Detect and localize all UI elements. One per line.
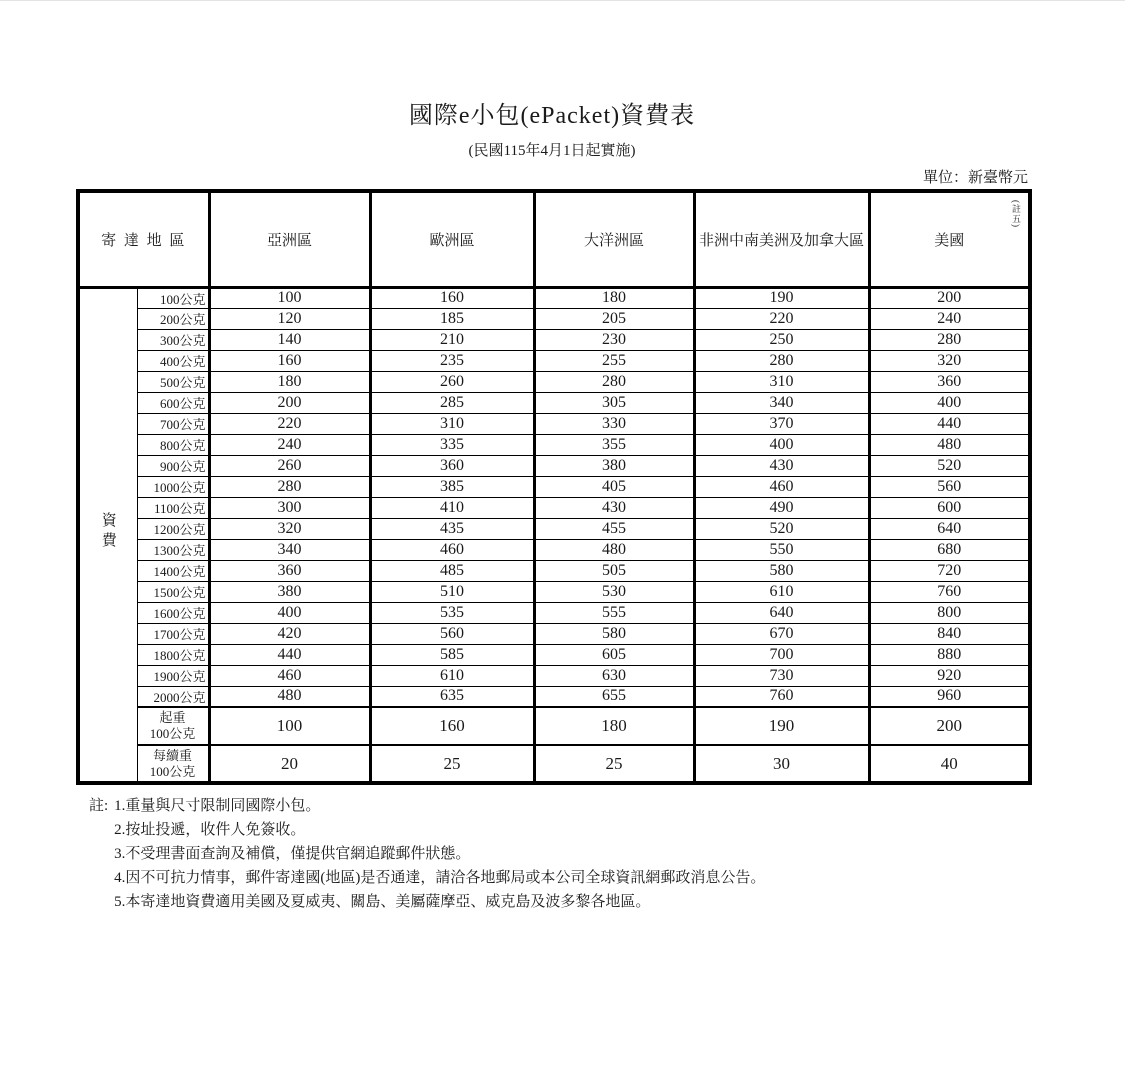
rate-cell: 200 [869, 707, 1030, 745]
rate-cell: 280 [534, 371, 694, 392]
rate-cell: 380 [534, 455, 694, 476]
rate-cell: 610 [694, 581, 869, 602]
weight-label: 1000公克 [137, 476, 209, 497]
weight-label: 1200公克 [137, 518, 209, 539]
column-header-us-label: 美國 [934, 232, 965, 249]
rate-cell: 160 [209, 350, 370, 371]
rate-cell: 580 [694, 560, 869, 581]
weight-label: 1600公克 [137, 602, 209, 623]
note-item: 5.本寄達地資費適用美國及夏威夷、關島、美屬薩摩亞、威克島及波多黎各地區。 [114, 894, 651, 910]
rate-cell: 640 [869, 518, 1030, 539]
rate-cell: 505 [534, 560, 694, 581]
rate-cell: 410 [370, 497, 534, 518]
rate-cell: 430 [534, 497, 694, 518]
table-row [78, 455, 1030, 476]
table-row [78, 518, 1030, 539]
rate-cell: 180 [209, 371, 370, 392]
table-row [78, 476, 1030, 497]
rate-cell: 600 [869, 497, 1030, 518]
rate-cell: 370 [694, 413, 869, 434]
notes-items [114, 794, 765, 914]
weight-label: 每續重 100公克 [137, 745, 209, 783]
column-header-africa-latam-canada: 非洲中南美洲及加拿大區 [694, 191, 869, 287]
note-item: 3.不受理書面查詢及補償，僅提供官網追蹤郵件狀態。 [114, 846, 471, 862]
document-page [76, 1, 1028, 914]
table-row [78, 665, 1030, 686]
rate-cell: 30 [694, 745, 869, 783]
rate-cell: 310 [694, 371, 869, 392]
rate-cell: 530 [534, 581, 694, 602]
rate-cell: 200 [869, 287, 1030, 308]
table-row [78, 644, 1030, 665]
rate-cell: 255 [534, 350, 694, 371]
table-row [78, 434, 1030, 455]
notes-prefix: 註: [89, 798, 109, 814]
rate-cell: 300 [209, 497, 370, 518]
rate-cell: 250 [694, 329, 869, 350]
rate-cell: 510 [370, 581, 534, 602]
rate-cell: 520 [694, 518, 869, 539]
table-row [78, 350, 1030, 371]
rate-cell: 185 [370, 308, 534, 329]
rate-cell: 490 [694, 497, 869, 518]
rate-cell: 205 [534, 308, 694, 329]
header-row [78, 191, 1030, 287]
note-item: 1.重量與尺寸限制同國際小包。 [114, 798, 321, 814]
table-row [78, 707, 1030, 745]
table-row [78, 686, 1030, 707]
unit-label: 單位：新臺幣元 [922, 170, 1028, 186]
column-header-asia: 亞洲區 [209, 191, 370, 287]
rate-cell: 560 [370, 623, 534, 644]
table-row [78, 287, 1030, 308]
rate-cell: 180 [534, 707, 694, 745]
rate-cell: 335 [370, 434, 534, 455]
rate-cell: 40 [869, 745, 1030, 783]
weight-label: 1700公克 [137, 623, 209, 644]
rate-cell: 420 [209, 623, 370, 644]
weight-label: 1300公克 [137, 539, 209, 560]
rate-cell: 960 [869, 686, 1030, 707]
column-header-us [869, 191, 1030, 287]
rate-cell: 700 [694, 644, 869, 665]
table-row [78, 581, 1030, 602]
column-header-oceania: 大洋洲區 [534, 191, 694, 287]
rate-cell: 535 [370, 602, 534, 623]
weight-label: 1400公克 [137, 560, 209, 581]
weight-label: 700公克 [137, 413, 209, 434]
table-row [78, 371, 1030, 392]
rate-cell: 455 [534, 518, 694, 539]
rate-cell: 520 [869, 455, 1030, 476]
rate-cell: 360 [869, 371, 1030, 392]
rate-cell: 480 [869, 434, 1030, 455]
rate-cell: 235 [370, 350, 534, 371]
table-row [78, 329, 1030, 350]
rate-cell: 190 [694, 707, 869, 745]
rate-cell: 680 [869, 539, 1030, 560]
weight-label: 1100公克 [137, 497, 209, 518]
rate-cell: 220 [209, 413, 370, 434]
table-row [78, 308, 1030, 329]
row-group-label-text: 資費 [99, 512, 116, 553]
weight-label: 1500公克 [137, 581, 209, 602]
rate-cell: 430 [694, 455, 869, 476]
table-row [78, 497, 1030, 518]
rate-cell: 460 [694, 476, 869, 497]
row-group-label-rates [78, 287, 137, 783]
rate-cell: 480 [209, 686, 370, 707]
weight-label: 100公克 [137, 287, 209, 308]
rate-cell: 380 [209, 581, 370, 602]
rate-cell: 580 [534, 623, 694, 644]
rate-table-body [78, 287, 1030, 783]
rate-cell: 610 [370, 665, 534, 686]
rate-cell: 210 [370, 329, 534, 350]
rate-cell: 385 [370, 476, 534, 497]
rate-cell: 460 [209, 665, 370, 686]
rate-cell: 280 [694, 350, 869, 371]
rate-cell: 310 [370, 413, 534, 434]
weight-label: 1800公克 [137, 644, 209, 665]
weight-label: 300公克 [137, 329, 209, 350]
rate-cell: 330 [534, 413, 694, 434]
rate-cell: 360 [370, 455, 534, 476]
rate-cell: 440 [209, 644, 370, 665]
table-row [78, 602, 1030, 623]
rate-cell: 840 [869, 623, 1030, 644]
rate-cell: 880 [869, 644, 1030, 665]
rate-cell: 320 [209, 518, 370, 539]
rate-cell: 720 [869, 560, 1030, 581]
rate-cell: 760 [869, 581, 1030, 602]
rate-cell: 800 [869, 602, 1030, 623]
notes-section [89, 794, 1028, 914]
rate-cell: 25 [534, 745, 694, 783]
rate-cell: 120 [209, 308, 370, 329]
rate-cell: 240 [209, 434, 370, 455]
weight-label: 800公克 [137, 434, 209, 455]
weight-label: 600公克 [137, 392, 209, 413]
rate-cell: 760 [694, 686, 869, 707]
corner-header-destination: 寄 達 地 區 [78, 191, 209, 287]
weight-label: 500公克 [137, 371, 209, 392]
rate-cell: 285 [370, 392, 534, 413]
rate-cell: 160 [370, 287, 534, 308]
rate-cell: 280 [869, 329, 1030, 350]
table-row [78, 539, 1030, 560]
rate-cell: 360 [209, 560, 370, 581]
rate-cell: 435 [370, 518, 534, 539]
page-subtitle: (民國115年4月1日起實施) [468, 143, 636, 159]
table-row [78, 392, 1030, 413]
rate-cell: 160 [370, 707, 534, 745]
rate-cell: 730 [694, 665, 869, 686]
rate-cell: 440 [869, 413, 1030, 434]
rate-cell: 635 [370, 686, 534, 707]
rate-cell: 400 [694, 434, 869, 455]
rate-cell: 355 [534, 434, 694, 455]
table-row [78, 413, 1030, 434]
rate-cell: 550 [694, 539, 869, 560]
rate-cell: 280 [209, 476, 370, 497]
us-footnote-marker: (註五) [1011, 200, 1022, 228]
rate-cell: 100 [209, 287, 370, 308]
rate-cell: 100 [209, 707, 370, 745]
rate-cell: 485 [370, 560, 534, 581]
rate-cell: 180 [534, 287, 694, 308]
rate-cell: 655 [534, 686, 694, 707]
rate-cell: 630 [534, 665, 694, 686]
rate-cell: 20 [209, 745, 370, 783]
weight-label: 900公克 [137, 455, 209, 476]
rate-cell: 605 [534, 644, 694, 665]
rate-cell: 230 [534, 329, 694, 350]
rate-cell: 340 [209, 539, 370, 560]
rate-cell: 920 [869, 665, 1030, 686]
note-item: 2.按址投遞，收件人免簽收。 [114, 822, 306, 838]
rate-table [76, 189, 1032, 785]
rate-cell: 340 [694, 392, 869, 413]
table-row [78, 623, 1030, 644]
rate-cell: 220 [694, 308, 869, 329]
rate-cell: 140 [209, 329, 370, 350]
rate-cell: 25 [370, 745, 534, 783]
rate-cell: 480 [534, 539, 694, 560]
rate-cell: 260 [209, 455, 370, 476]
rate-cell: 460 [370, 539, 534, 560]
rate-cell: 555 [534, 602, 694, 623]
weight-label: 1900公克 [137, 665, 209, 686]
table-row [78, 560, 1030, 581]
column-header-europe: 歐洲區 [370, 191, 534, 287]
note-item: 4.因不可抗力情事，郵件寄達國(地區)是否通達，請洽各地郵局或本公司全球資訊網郵政消息公告。 [114, 870, 766, 886]
rate-cell: 560 [869, 476, 1030, 497]
table-row [78, 745, 1030, 783]
rate-cell: 670 [694, 623, 869, 644]
rate-cell: 640 [694, 602, 869, 623]
rate-cell: 190 [694, 287, 869, 308]
rate-cell: 405 [534, 476, 694, 497]
weight-label: 起重 100公克 [137, 707, 209, 745]
rate-cell: 240 [869, 308, 1030, 329]
rate-cell: 585 [370, 644, 534, 665]
rate-cell: 320 [869, 350, 1030, 371]
weight-label: 2000公克 [137, 686, 209, 707]
rate-cell: 305 [534, 392, 694, 413]
rate-cell: 400 [209, 602, 370, 623]
rate-cell: 200 [209, 392, 370, 413]
weight-label: 400公克 [137, 350, 209, 371]
rate-cell: 400 [869, 392, 1030, 413]
weight-label: 200公克 [137, 308, 209, 329]
rate-cell: 260 [370, 371, 534, 392]
page-title: 國際e小包(ePacket)資費表 [408, 103, 696, 129]
